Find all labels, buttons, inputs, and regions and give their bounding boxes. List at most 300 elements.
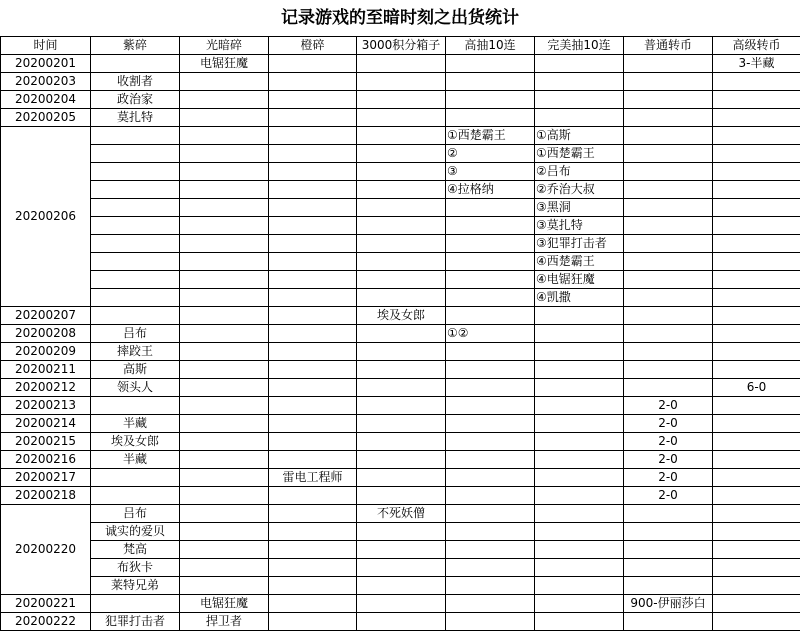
date-cell[interactable]: 20200209 [1,343,91,361]
cell[interactable] [269,91,357,109]
cell[interactable] [357,163,446,181]
cell[interactable] [180,91,269,109]
cell-zisui[interactable]: 摔跤王 [91,343,180,361]
cell-putong[interactable]: 2-0 [624,415,713,433]
cell[interactable] [535,523,624,541]
table-row [1,307,800,325]
cell[interactable] [269,199,357,217]
cell[interactable] [446,487,535,505]
cell[interactable] [269,145,357,163]
cell[interactable] [535,343,624,361]
date-cell[interactable]: 20200213 [1,397,91,415]
date-cell[interactable]: 20200221 [1,595,91,613]
cell[interactable] [713,451,800,469]
cell[interactable] [624,145,713,163]
cell-guangan[interactable]: 捍卫者 [180,613,269,631]
cell-zisui[interactable]: 埃及女郎 [91,433,180,451]
date-cell[interactable]: 20200222 [1,613,91,631]
cell[interactable] [535,415,624,433]
cell-putong[interactable]: 2-0 [624,397,713,415]
cell[interactable] [713,73,800,91]
cell-wanmei[interactable]: ④凯撒 [535,289,624,307]
table-row [1,271,800,289]
cell[interactable] [624,523,713,541]
cell-guangan[interactable]: 电锯狂魔 [180,595,269,613]
header-cell-time[interactable]: 时间 [1,37,91,55]
cell[interactable] [446,199,535,217]
table-row [1,91,800,109]
cell[interactable] [269,217,357,235]
cell[interactable] [357,541,446,559]
cell[interactable] [446,253,535,271]
cell[interactable] [713,559,800,577]
date-cell[interactable]: 20200206 [1,127,91,307]
cell-gaochou[interactable]: ①② [446,325,535,343]
cell[interactable] [446,451,535,469]
date-cell[interactable]: 20200203 [1,73,91,91]
cell[interactable] [535,397,624,415]
cell[interactable] [91,163,180,181]
cell[interactable] [713,541,800,559]
cell[interactable] [535,91,624,109]
date-cell[interactable]: 20200212 [1,379,91,397]
cell[interactable] [713,145,800,163]
cell[interactable] [535,379,624,397]
cell[interactable] [269,73,357,91]
cell[interactable] [713,109,800,127]
cell[interactable] [91,253,180,271]
cell-wanmei[interactable]: ③黑洞 [535,199,624,217]
cell[interactable] [357,325,446,343]
cell[interactable] [713,127,800,145]
cell-box3000[interactable]: 不死妖僧 [357,505,446,523]
cell[interactable] [269,523,357,541]
cell[interactable] [357,487,446,505]
cell[interactable] [91,55,180,73]
cell[interactable] [713,595,800,613]
table-row [1,163,800,181]
cell[interactable] [180,577,269,595]
cell[interactable] [269,487,357,505]
cell[interactable] [535,361,624,379]
cell[interactable] [357,271,446,289]
cell-zisui[interactable]: 莫扎特 [91,109,180,127]
date-cell[interactable]: 20200220 [1,505,91,595]
cell-wanmei[interactable]: ③莫扎特 [535,217,624,235]
cell[interactable] [269,415,357,433]
cell[interactable] [180,505,269,523]
cell[interactable] [713,91,800,109]
cell[interactable] [91,181,180,199]
cell[interactable] [624,559,713,577]
cell[interactable] [535,451,624,469]
cell-putong[interactable]: 2-0 [624,469,713,487]
date-cell[interactable]: 20200215 [1,433,91,451]
cell[interactable] [713,289,800,307]
cell[interactable] [269,325,357,343]
cell[interactable] [624,613,713,631]
cell[interactable] [91,595,180,613]
cell-box3000[interactable]: 埃及女郎 [357,307,446,325]
cell[interactable] [535,487,624,505]
cell[interactable] [180,433,269,451]
cell-putong[interactable]: 900-伊丽莎白 [624,595,713,613]
table-row [1,577,800,595]
cell[interactable] [713,199,800,217]
cell[interactable] [91,289,180,307]
cell[interactable] [357,379,446,397]
cell[interactable] [269,307,357,325]
cell[interactable] [180,73,269,91]
cell-putong[interactable]: 2-0 [624,487,713,505]
cell[interactable] [535,577,624,595]
cell[interactable] [535,469,624,487]
cell-zisui[interactable]: 领头人 [91,379,180,397]
cell[interactable] [269,253,357,271]
cell[interactable] [713,577,800,595]
cell[interactable] [624,217,713,235]
cell[interactable] [269,181,357,199]
cell[interactable] [624,181,713,199]
cell-chengsui[interactable]: 雷电工程师 [269,469,357,487]
cell[interactable] [269,343,357,361]
cell[interactable] [535,109,624,127]
cell[interactable] [357,145,446,163]
cell[interactable] [357,577,446,595]
cell[interactable] [357,397,446,415]
cell-zisui[interactable]: 半藏 [91,415,180,433]
cell[interactable] [713,433,800,451]
cell[interactable] [624,163,713,181]
cell[interactable] [357,433,446,451]
cell[interactable] [91,127,180,145]
header-cell-purple[interactable]: 紫碎 [91,37,180,55]
cell[interactable] [180,199,269,217]
cell[interactable] [269,55,357,73]
cell-gaochou[interactable]: ③ [446,163,535,181]
cell[interactable] [357,415,446,433]
cell[interactable] [180,217,269,235]
cell[interactable] [624,73,713,91]
cell[interactable] [446,289,535,307]
cell[interactable] [713,487,800,505]
cell[interactable] [269,379,357,397]
header-cell-gaochou[interactable]: 高抽10连 [446,37,535,55]
cell[interactable] [713,397,800,415]
cell[interactable] [269,595,357,613]
cell[interactable] [535,505,624,523]
cell[interactable] [446,397,535,415]
header-cell-gaoji[interactable]: 高级转币 [713,37,800,55]
cell[interactable] [269,559,357,577]
cell[interactable] [269,577,357,595]
cell[interactable] [446,415,535,433]
cell[interactable] [91,235,180,253]
cell[interactable] [180,181,269,199]
table-row [1,343,800,361]
cell[interactable] [357,127,446,145]
cell[interactable] [713,271,800,289]
cell[interactable] [535,433,624,451]
date-cell[interactable]: 20200204 [1,91,91,109]
cell[interactable] [624,505,713,523]
cell[interactable] [180,415,269,433]
cell[interactable] [180,343,269,361]
header-cell-lightdark[interactable]: 光暗碎 [180,37,269,55]
cell[interactable] [624,307,713,325]
header-cell-orange[interactable]: 橙碎 [269,37,357,55]
cell[interactable] [713,253,800,271]
cell[interactable] [446,577,535,595]
cell[interactable] [713,343,800,361]
date-cell[interactable]: 20200208 [1,325,91,343]
cell[interactable] [713,505,800,523]
cell[interactable] [357,451,446,469]
table-row [1,253,800,271]
table-row [1,55,800,73]
cell[interactable] [180,145,269,163]
cell[interactable] [624,271,713,289]
table-row [1,235,800,253]
header-cell-putong[interactable]: 普通转币 [624,37,713,55]
cell[interactable] [269,505,357,523]
cell[interactable] [624,325,713,343]
cell[interactable] [180,127,269,145]
cell-wanmei[interactable]: ①西楚霸王 [535,145,624,163]
cell[interactable] [624,253,713,271]
cell[interactable] [269,613,357,631]
cell[interactable] [446,235,535,253]
cell-zisui[interactable]: 莱特兄弟 [91,577,180,595]
cell-guangan[interactable]: 电锯狂魔 [180,55,269,73]
header-cell-wanmei[interactable]: 完美抽10连 [535,37,624,55]
cell-zisui[interactable]: 吕布 [91,325,180,343]
cell[interactable] [446,595,535,613]
cell[interactable] [446,541,535,559]
cell-gaoji[interactable]: 6-0 [713,379,800,397]
cell[interactable] [713,613,800,631]
cell-gaochou[interactable]: ④拉格纳 [446,181,535,199]
cell[interactable] [269,109,357,127]
date-cell[interactable]: 20200207 [1,307,91,325]
cell[interactable] [713,523,800,541]
date-cell[interactable]: 20200217 [1,469,91,487]
cell-zisui[interactable]: 布狄卡 [91,559,180,577]
header-row [1,37,800,55]
cell[interactable] [269,397,357,415]
cell[interactable] [446,433,535,451]
cell[interactable] [535,73,624,91]
date-cell[interactable]: 20200205 [1,109,91,127]
cell[interactable] [446,469,535,487]
cell[interactable] [180,361,269,379]
cell[interactable] [624,109,713,127]
table-row [1,487,800,505]
cell[interactable] [180,235,269,253]
cell[interactable] [357,109,446,127]
cell[interactable] [357,199,446,217]
cell-zisui[interactable]: 政治家 [91,91,180,109]
cell[interactable] [535,613,624,631]
cell[interactable] [91,307,180,325]
cell[interactable] [446,73,535,91]
cell[interactable] [446,613,535,631]
cell[interactable] [91,469,180,487]
cell-wanmei[interactable]: ②吕布 [535,163,624,181]
cell[interactable] [180,397,269,415]
cell-gaochou[interactable]: ①西楚霸王 [446,127,535,145]
cell[interactable] [713,307,800,325]
cell[interactable] [357,55,446,73]
cell-zisui[interactable]: 梵高 [91,541,180,559]
cell[interactable] [357,235,446,253]
cell[interactable] [91,487,180,505]
header-cell-box3000[interactable]: 3000积分箱子 [357,37,446,55]
cell[interactable] [713,217,800,235]
cell[interactable] [180,163,269,181]
cell[interactable] [269,127,357,145]
cell-zisui[interactable]: 犯罪打击者 [91,613,180,631]
cell[interactable] [624,541,713,559]
cell[interactable] [535,325,624,343]
cell[interactable] [446,505,535,523]
date-cell[interactable]: 20200201 [1,55,91,73]
date-cell[interactable]: 20200214 [1,415,91,433]
cell[interactable] [180,541,269,559]
cell[interactable] [446,361,535,379]
cell[interactable] [713,361,800,379]
cell[interactable] [357,613,446,631]
cell[interactable] [624,55,713,73]
cell[interactable] [446,271,535,289]
cell[interactable] [713,181,800,199]
cell-zisui[interactable]: 收割者 [91,73,180,91]
cell[interactable] [624,577,713,595]
cell-zisui[interactable]: 高斯 [91,361,180,379]
stats-table [0,36,800,631]
cell-putong[interactable]: 2-0 [624,451,713,469]
cell[interactable] [535,595,624,613]
cell[interactable] [357,343,446,361]
cell[interactable] [357,181,446,199]
table-row [1,145,800,163]
cell[interactable] [180,487,269,505]
cell-gaoji[interactable]: 3-半藏 [713,55,800,73]
cell-zisui[interactable]: 吕布 [91,505,180,523]
cell[interactable] [535,559,624,577]
cell[interactable] [446,343,535,361]
cell[interactable] [446,307,535,325]
cell[interactable] [713,325,800,343]
cell[interactable] [180,109,269,127]
cell[interactable] [180,523,269,541]
cell[interactable] [269,451,357,469]
cell[interactable] [713,163,800,181]
cell[interactable] [180,325,269,343]
cell[interactable] [624,379,713,397]
cell[interactable] [269,289,357,307]
cell-zisui[interactable]: 诚实的爱贝 [91,523,180,541]
cell[interactable] [91,199,180,217]
cell[interactable] [624,91,713,109]
cell[interactable] [357,91,446,109]
cell[interactable] [624,361,713,379]
cell[interactable] [180,379,269,397]
cell[interactable] [624,199,713,217]
cell[interactable] [713,235,800,253]
cell[interactable] [446,523,535,541]
cell-zisui[interactable]: 半藏 [91,451,180,469]
cell[interactable] [446,91,535,109]
cell[interactable] [624,127,713,145]
cell[interactable] [180,289,269,307]
cell[interactable] [357,217,446,235]
cell[interactable] [357,595,446,613]
table-row [1,595,800,613]
cell[interactable] [269,271,357,289]
cell-gaochou[interactable]: ② [446,145,535,163]
table-row [1,523,800,541]
cell[interactable] [624,343,713,361]
cell[interactable] [91,145,180,163]
cell[interactable] [269,433,357,451]
cell[interactable] [91,217,180,235]
cell[interactable] [535,541,624,559]
cell[interactable] [180,253,269,271]
cell[interactable] [180,307,269,325]
cell[interactable] [269,163,357,181]
cell[interactable] [446,109,535,127]
cell[interactable] [357,289,446,307]
cell[interactable] [535,55,624,73]
cell-wanmei[interactable]: ④电锯狂魔 [535,271,624,289]
cell[interactable] [91,271,180,289]
cell[interactable] [446,559,535,577]
cell[interactable] [713,469,800,487]
cell[interactable] [357,523,446,541]
cell-wanmei[interactable]: ③犯罪打击者 [535,235,624,253]
cell[interactable] [180,469,269,487]
cell[interactable] [357,559,446,577]
cell[interactable] [357,469,446,487]
cell-wanmei[interactable]: ④西楚霸王 [535,253,624,271]
table-row [1,415,800,433]
cell-wanmei[interactable]: ②乔治大叔 [535,181,624,199]
cell[interactable] [446,217,535,235]
cell[interactable] [269,361,357,379]
date-cell[interactable]: 20200218 [1,487,91,505]
cell[interactable] [624,289,713,307]
cell[interactable] [535,307,624,325]
cell[interactable] [269,235,357,253]
cell[interactable] [91,397,180,415]
cell[interactable] [713,415,800,433]
cell[interactable] [269,541,357,559]
cell[interactable] [357,253,446,271]
cell[interactable] [446,379,535,397]
cell[interactable] [357,361,446,379]
cell[interactable] [446,55,535,73]
cell-wanmei[interactable]: ①高斯 [535,127,624,145]
cell[interactable] [357,73,446,91]
cell-putong[interactable]: 2-0 [624,433,713,451]
date-cell[interactable]: 20200211 [1,361,91,379]
cell[interactable] [624,235,713,253]
cell[interactable] [180,271,269,289]
date-cell[interactable]: 20200216 [1,451,91,469]
cell[interactable] [180,451,269,469]
cell[interactable] [180,559,269,577]
